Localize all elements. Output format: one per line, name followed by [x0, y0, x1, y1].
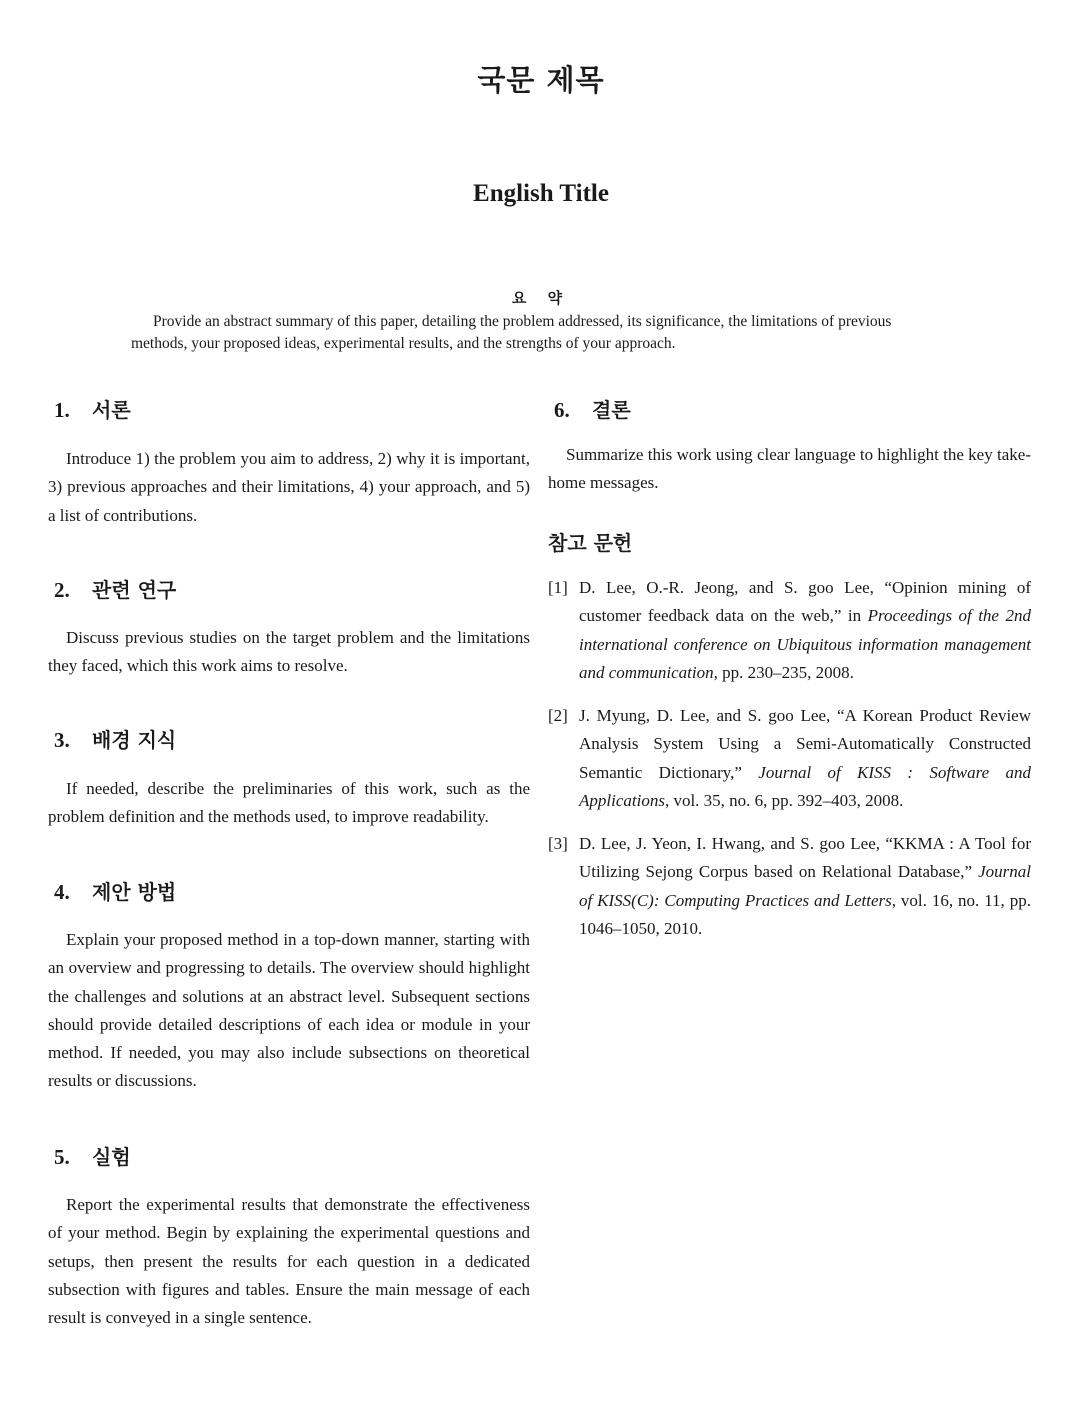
reference-label: [1] [548, 578, 568, 597]
section-title: 실험 [92, 1145, 131, 1169]
references-heading: 참고 문헌 [548, 531, 633, 555]
english-title: English Title [473, 180, 609, 207]
section-text-conclusion: Summarize this work using clear language to highlight the key take-home messages. [548, 445, 1031, 493]
section-number: 5. [54, 1145, 70, 1169]
reference-authors: D. Lee, J. Yeon, I. Hwang, and S. goo Lee, “KKMA : A Tool for Utilizing Sejong Corpus based on Relational Database,” [579, 834, 1031, 882]
reference-label: [2] [548, 706, 568, 725]
section-number: 1. [54, 398, 70, 422]
section-text-background: If needed, describe the preliminaries of this work, such as the problem definition and the methods used, to improve readability. [48, 779, 530, 827]
section-heading-background [48, 724, 176, 753]
section-title: 배경 지식 [92, 728, 177, 752]
reference-item [548, 830, 1031, 943]
section-text-proposed-method: Explain your proposed method in a top-down manner, starting with an overview and progressing to details. The overview should highlight the challenges and solutions at an abstract level. Subsequent sections should provide detailed descriptions of each idea or module in your method. If needed, you may also include subsections on theoretical results or discussions. [48, 930, 530, 1091]
section-number: 4. [54, 880, 70, 904]
section-text-introduction: Introduce 1) the problem you aim to address, 2) why it is important, 3) previous approaches and their limitations, 4) your approach, and 5) a list of contributions. [48, 449, 530, 525]
section-number: 6. [554, 398, 570, 422]
section-title: 관련 연구 [92, 578, 177, 602]
reference-venue: Journal of KISS : Software and Applications [579, 762, 1031, 810]
section-heading-proposed-method [48, 876, 176, 905]
reference-details: , vol. 16, no. 11, pp. 1046–1050, 2010. [579, 890, 1031, 938]
section-heading-introduction [48, 394, 131, 423]
section-title: 결론 [592, 398, 631, 422]
reference-item [548, 574, 1031, 687]
reference-details: , pp. 230–235, 2008. [713, 662, 854, 682]
reference-authors: J. Myung, D. Lee, and S. goo Lee, “A Korean Product Review Analysis System Using a Semi-Automatically Constructed Semantic Dictionary,” [579, 706, 1031, 782]
reference-authors: D. Lee, O.-R. Jeong, and S. goo Lee, “Opinion mining of customer feedback data on the web,” in [579, 578, 1031, 626]
section-text-related-work: Discuss previous studies on the target problem and the limitations they faced, which this work aims to resolve. [48, 628, 530, 676]
section-text-experiments: Report the experimental results that demonstrate the effectiveness of your method. Begin by explaining the experimental questions and setups, then present the results for each question in a dedicated subsection with figures and tables. Ensure the main message of each result is conveyed in a single sentence. [48, 1195, 530, 1328]
section-title: 제안 방법 [92, 880, 177, 904]
section-title: 서론 [92, 398, 131, 422]
abstract-text: Provide an abstract summary of this paper, detailing the problem addressed, its significance, the limitations of previous methods, your proposed ideas, experimental results, and the strengths of your approach. [131, 313, 892, 352]
reference-venue: Proceedings of the 2nd international conference on Ubiquitous information management and communication [579, 606, 1031, 682]
section-heading-experiments [48, 1141, 131, 1170]
section-heading-related-work [48, 574, 176, 603]
section-number: 3. [54, 728, 70, 752]
section-number: 2. [54, 578, 70, 602]
reference-venue: Journal of KISS(C): Computing Practices and Letters [579, 862, 1031, 910]
korean-title: 국문 제목 [477, 63, 605, 97]
reference-label: [3] [548, 834, 568, 853]
section-heading-conclusion [548, 394, 631, 423]
abstract-heading: 요 약 [511, 289, 571, 307]
reference-item [548, 702, 1031, 815]
reference-details: , vol. 35, no. 6, pp. 392–403, 2008. [664, 790, 904, 810]
